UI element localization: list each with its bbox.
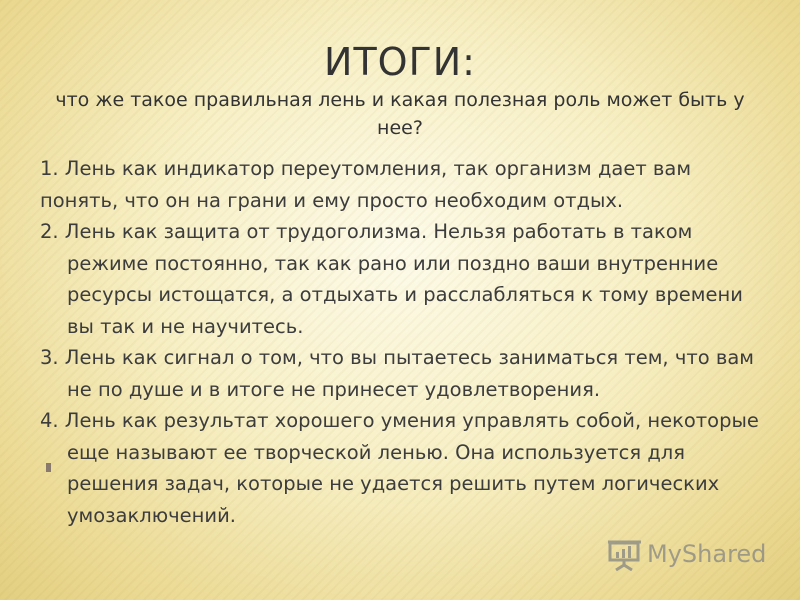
- body-list: [40, 153, 775, 531]
- list-item: 4. Лень как результат хорошего умения управлять собой, некоторые еще называют ее творческой ленью. Она используется для решения задач, которые не удается решить путем логических умозаключений.: [40, 409, 759, 527]
- watermark-text: MyShared: [647, 540, 767, 568]
- list-item: 2. Лень как защита от трудоголизма. Нельзя работать в таком режиме постоянно, так как рано или поздно ваши внутренние ресурсы истощатся, а отдыхать и расслабляться к тому времени вы так и не научитесь.: [40, 220, 743, 338]
- presentation-board-icon: [607, 537, 643, 571]
- slide-title: ИТОГИ:: [324, 40, 476, 84]
- watermark-logo: [607, 536, 766, 572]
- bullet-marker: [46, 463, 51, 472]
- slide-subtitle: что же такое правильная лень и какая полезная роль может быть у нее?: [55, 89, 745, 139]
- list-item: 3. Лень как сигнал о том, что вы пытаетесь заниматься тем, что вам не по душе и в итоге не принесет удовлетворения.: [40, 346, 754, 401]
- list-item: 1. Лень как индикатор переутомления, так организм дает вам понять, что он на грани и ему просто необходим отдых.: [40, 157, 692, 212]
